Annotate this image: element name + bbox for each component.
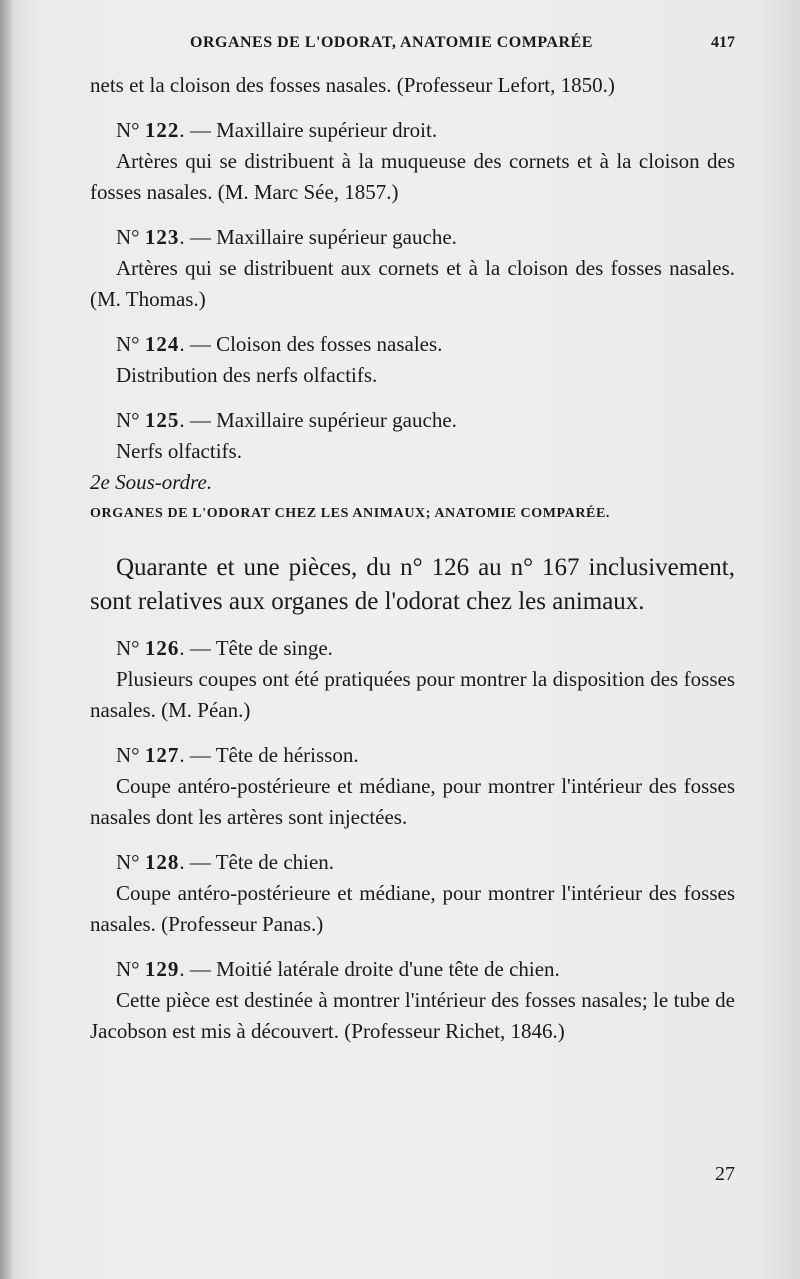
entry-126 — [90, 633, 735, 726]
entry-127 — [90, 740, 735, 833]
entry-title: . — Tête de hérisson. — [179, 743, 359, 767]
entry-number: 123 — [144, 225, 180, 249]
entry-number: 128 — [144, 850, 180, 874]
continuation-text: nets et la cloison des fosses nasales. (Professeur Lefort, 1850.) — [90, 73, 615, 97]
entry-128 — [90, 847, 735, 940]
entry-number-label: N° — [116, 743, 140, 767]
running-title: ORGANES DE L'ODORAT, ANATOMIE COMPARÉE — [190, 34, 593, 51]
page-number: 417 — [711, 34, 735, 51]
entry-number-label: N° — [116, 957, 140, 981]
entry-list-animals — [90, 633, 735, 1047]
entry-description: Coupe antéro-postérieure et médiane, pour montrer l'intérieur des fosses nasales dont les artères sont injectées. — [90, 774, 735, 829]
entry-title: . — Tête de singe. — [179, 636, 333, 660]
entry-heading — [90, 115, 735, 146]
section-title: ORGANES DE L'ODORAT CHEZ LES ANIMAUX; ANATOMIE COMPARÉE. — [90, 506, 611, 521]
entry-title: . — Cloison des fosses nasales. — [179, 332, 443, 356]
signature-mark: 27 — [715, 1163, 735, 1185]
entry-number: 125 — [144, 408, 180, 432]
entry-number: 129 — [144, 957, 180, 981]
entry-124 — [90, 329, 735, 391]
entry-description: Artères qui se distribuent aux cornets et à la cloison des fosses nasales. (M. Thomas.) — [90, 256, 735, 311]
entry-number: 122 — [144, 118, 180, 142]
entry-number: 127 — [144, 743, 180, 767]
page-header — [90, 34, 735, 58]
entry-heading — [90, 954, 735, 985]
entry-description: Cette pièce est destinée à montrer l'intérieur des fosses nasales; le tube de Jacobson est mis à découvert. (Professeur Richet, 1846.) — [90, 988, 735, 1043]
entry-125 — [90, 405, 735, 467]
entry-heading — [90, 740, 735, 771]
entry-title: . — Maxillaire supérieur gauche. — [179, 225, 457, 249]
page-body — [90, 70, 735, 1047]
entry-description: Distribution des nerfs olfactifs. — [116, 363, 378, 387]
page-edge-shadow — [0, 0, 14, 1279]
entry-heading — [90, 405, 735, 436]
entry-number-label: N° — [116, 225, 140, 249]
entry-number: 126 — [144, 636, 180, 660]
entry-number-label: N° — [116, 332, 140, 356]
entry-number-label: N° — [116, 408, 140, 432]
entry-123 — [90, 222, 735, 315]
entry-description: Coupe antéro-postérieure et médiane, pour montrer l'intérieur des fosses nasales. (Professeur Panas.) — [90, 881, 735, 936]
entry-heading — [90, 633, 735, 664]
entry-heading — [90, 847, 735, 878]
section-intro: Quarante et une pièces, du n° 126 au n° 167 inclusivement, sont relatives aux organes de l'odorat chez les animaux. — [90, 554, 735, 615]
entry-number-label: N° — [116, 850, 140, 874]
entry-title: . — Tête de chien. — [179, 850, 335, 874]
entry-heading — [90, 222, 735, 253]
entry-description: Plusieurs coupes ont été pratiquées pour montrer la disposition des fosses nasales. (M. Péan.) — [90, 667, 735, 722]
entry-title: . — Maxillaire supérieur gauche. — [179, 408, 457, 432]
entry-title: . — Maxillaire supérieur droit. — [179, 118, 438, 142]
sub-order-heading: 2e Sous-ordre. — [90, 470, 213, 494]
entry-number: 124 — [144, 332, 180, 356]
entry-title: . — Moitié latérale droite d'une tête de chien. — [179, 957, 560, 981]
entry-number-label: N° — [116, 118, 140, 142]
entry-description: Artères qui se distribuent à la muqueuse des cornets et à la cloison des fosses nasales. (M. Marc Sée, 1857.) — [90, 149, 735, 204]
entry-heading — [90, 329, 735, 360]
entry-number-label: N° — [116, 636, 140, 660]
entry-list-human — [90, 115, 735, 467]
entry-description: Nerfs olfactifs. — [116, 439, 242, 463]
entry-122 — [90, 115, 735, 208]
entry-129 — [90, 954, 735, 1047]
